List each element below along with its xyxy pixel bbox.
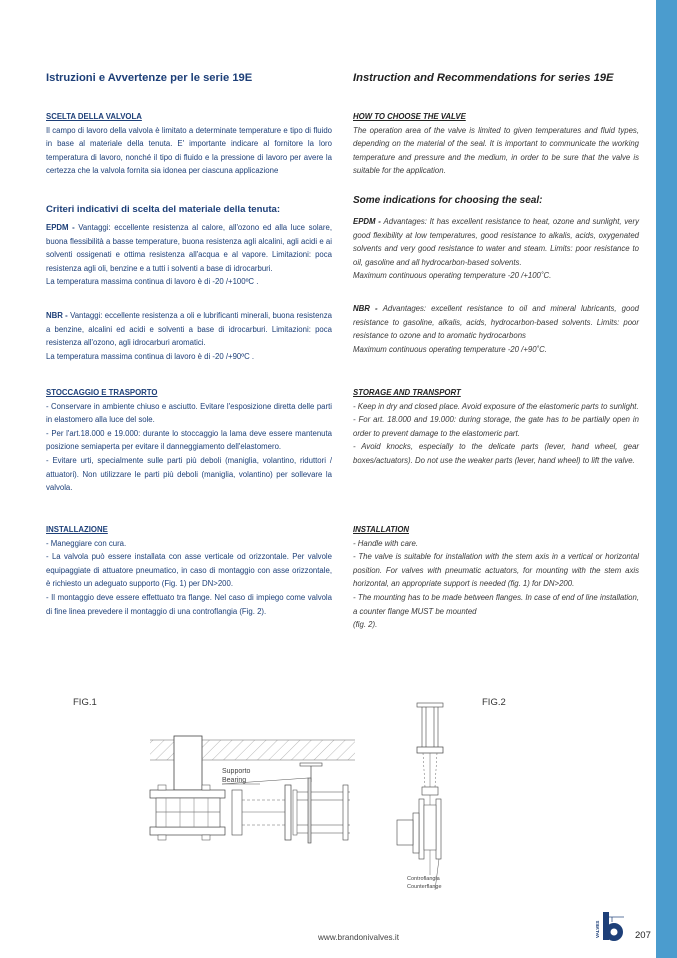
english-install-line: - The mounting has to be made between flanges. In case of end of line installation, a counter flange MUST be mounted [353,592,639,616]
english-epdm-label: EPDM - [353,217,384,226]
italian-seal-heading: Criteri indicativi di scelta del materiale della tenuta: [46,204,281,215]
italian-install-section [46,523,332,618]
page-edge-stripe [656,0,677,958]
english-choose-heading: HOW TO CHOOSE THE VALVE [353,112,466,121]
english-storage-heading: STORAGE AND TRANSPORT [353,388,461,397]
english-epdm-block [353,215,639,283]
italian-epdm-block [46,221,332,289]
english-install-line: - The valve is suitable for installation with the stem axis in a vertical or horizontal position. For valves with pneumatic actuators, for mounting with the stem axis horizontal, an appropriate support is needed (fig. 1) for DN>200. [353,552,639,589]
italian-storage-heading: STOCCAGGIO E TRASPORTO [46,388,158,397]
italian-storage-line: - Conservare in ambiente chiuso e asciutto. Evitare l'esposizione diretta delle parti in elastomero alla luce del sole. [46,401,332,425]
italian-install-line: - La valvola può essere installata con asse verticale od orizzontale. Per valvole equipaggiate di attuatore pneumatico, in caso di montaggio con asse orizzontale, è richiesto un adeguato supporto (Fig. 1) per DN>200. [46,552,332,589]
english-install-section [353,523,639,632]
italian-nbr-block [46,309,332,363]
fig1-callout-en: Bearing [222,777,247,784]
svg-text:VALVES: VALVES [595,920,600,938]
fig2-callout-en: Counterflange [407,884,442,890]
footer-website-link[interactable]: www.brandonivalves.it [318,933,400,942]
english-install-heading: INSTALLATION [353,525,410,534]
italian-nbr-label: NBR - [46,311,71,320]
english-choose-section [353,110,639,178]
fig1-label: FIG.1 [73,697,97,708]
page-number: 207 [635,930,651,941]
english-storage-section [353,386,639,468]
english-epdm-temp: Maximum continuous operating temperature -20 /+100˚C. [353,271,552,281]
italian-choose-section [46,110,332,178]
brandoni-valves-logo-icon [594,908,628,944]
english-epdm-text: Advantages: It has excellent resistance to heat, ozone and sunlight, very good flexibility at low temperatures, good resistance to alkalis, acids, oxygenated solvents and very good resistance to water and steam. Limits: poor resistance to oil, gasoline and all hydrocarbon-based solvents. [353,217,639,267]
italian-storage-section [46,386,332,495]
english-nbr-temp: Maximum continuous operating temperature -20 /+90˚C. [353,344,547,354]
fig2-end-of-line-drawing [395,695,480,895]
italian-epdm-text: Vantaggi: eccellente resistenza al calore, all'ozono ed alla luce solare, buona flessibilità a basse temperature, buona resistenza agli alcalini, agli acidi e ai solventi ossigenati e ottima resistenza all'acqua e al vapore. Limitazioni: poca resistenza agli oli, benzine e a tutti i solventi a base di idrocarburi. [46,223,332,273]
italian-install-line: - Il montaggio deve essere effettuato tra flange. Nel caso di impiego come valvola di fine linea prevedere il montaggio di una controflangia (Fig. 2). [46,592,332,616]
english-seal-heading: Some indications for choosing the seal: [353,195,543,206]
english-choose-text: The operation area of the valve is limited to given temperatures and fluid types, depending on the material of the seal. It is important to communicate the working temperature and pressure and the medium, in order to be sure that the valve is suitable for the application. [353,125,639,176]
italian-nbr-text: Vantaggi: eccellente resistenza a oli e lubrificanti minerali, buona resistenza a benzine, alcalini ed acidi e solventi a base di idrocarburi. Limitazioni: poca resistenza all'ozono, agli idrocarburi aromatici. [46,311,332,348]
fig1-horizontal-mounting-drawing [140,730,355,850]
italian-storage-line: - Per l'art.18.000 e 19.000: durante lo stoccaggio la lama deve essere mantenuta posizione semiaperta per evitare il danneggiamento dell'elastomero. [46,428,332,452]
fig2-label: FIG.2 [482,697,506,708]
english-nbr-label: NBR - [353,304,383,313]
english-storage-line: - Keep in dry and closed place. Avoid exposure of the elastomeric parts to sunlight. [353,401,639,411]
italian-choose-heading: SCELTA DELLA VALVOLA [46,112,142,121]
english-storage-line: - For art. 18.000 and 19.000: during storage, the gate has to be partially open in order to prevent damage to the elastomeric part. [353,415,639,438]
italian-nbr-temp: La temperatura massima continua di lavoro è di -20 /+90ºC . [46,351,255,361]
english-title: Instruction and Recommendations for series 19E [353,72,614,84]
english-install-line: (fig. 2). [353,620,378,630]
italian-install-heading: INSTALLAZIONE [46,525,108,534]
english-storage-line: - Avoid knocks, especially to the delicate parts (lever, hand wheel, gear boxes/actuators). Do not use the weaker parts (lever, hand wheel) to lift the valve. [353,442,639,465]
fig2-callout-it: Controflangia [407,876,440,882]
english-install-line: - Handle with care. [353,538,419,548]
italian-epdm-temp: La temperatura massima continua di lavoro è di -20 /+100ºC . [46,277,259,287]
fig1-callout-it: Supporto [222,768,251,775]
italian-choose-text: Il campo di lavoro della valvola è limitato a determinate temperature e tipo di fluido in base al materiale della tenuta. E' importante indicare al fornitore la loro temperatura di lavoro, nonché il tipo di fluido e la pressione di lavoro per avere la certezza che la valvola fornita sia idonea per ciascuna applicazione [46,125,332,176]
italian-storage-line: - Evitare urti, specialmente sulle parti più deboli (maniglia, volantino, riduttori / attuatori). Non utilizzare le parti più deboli (maniglia, volantino) per sollevare la valvola. [46,455,332,493]
english-nbr-block [353,302,639,356]
italian-title: Istruzioni e Avvertenze per le serie 19E [46,72,253,84]
english-nbr-text: Advantages: excellent resistance to oil and mineral lubricants, good resistance to gasoline, alkalis, acids, hydrocarbon-based solvents. Limits: poor resistance to ozone and to aromatic hydrocarbons [353,304,639,341]
italian-epdm-label: EPDM - [46,223,79,232]
italian-install-line: - Maneggiare con cura. [46,538,127,548]
